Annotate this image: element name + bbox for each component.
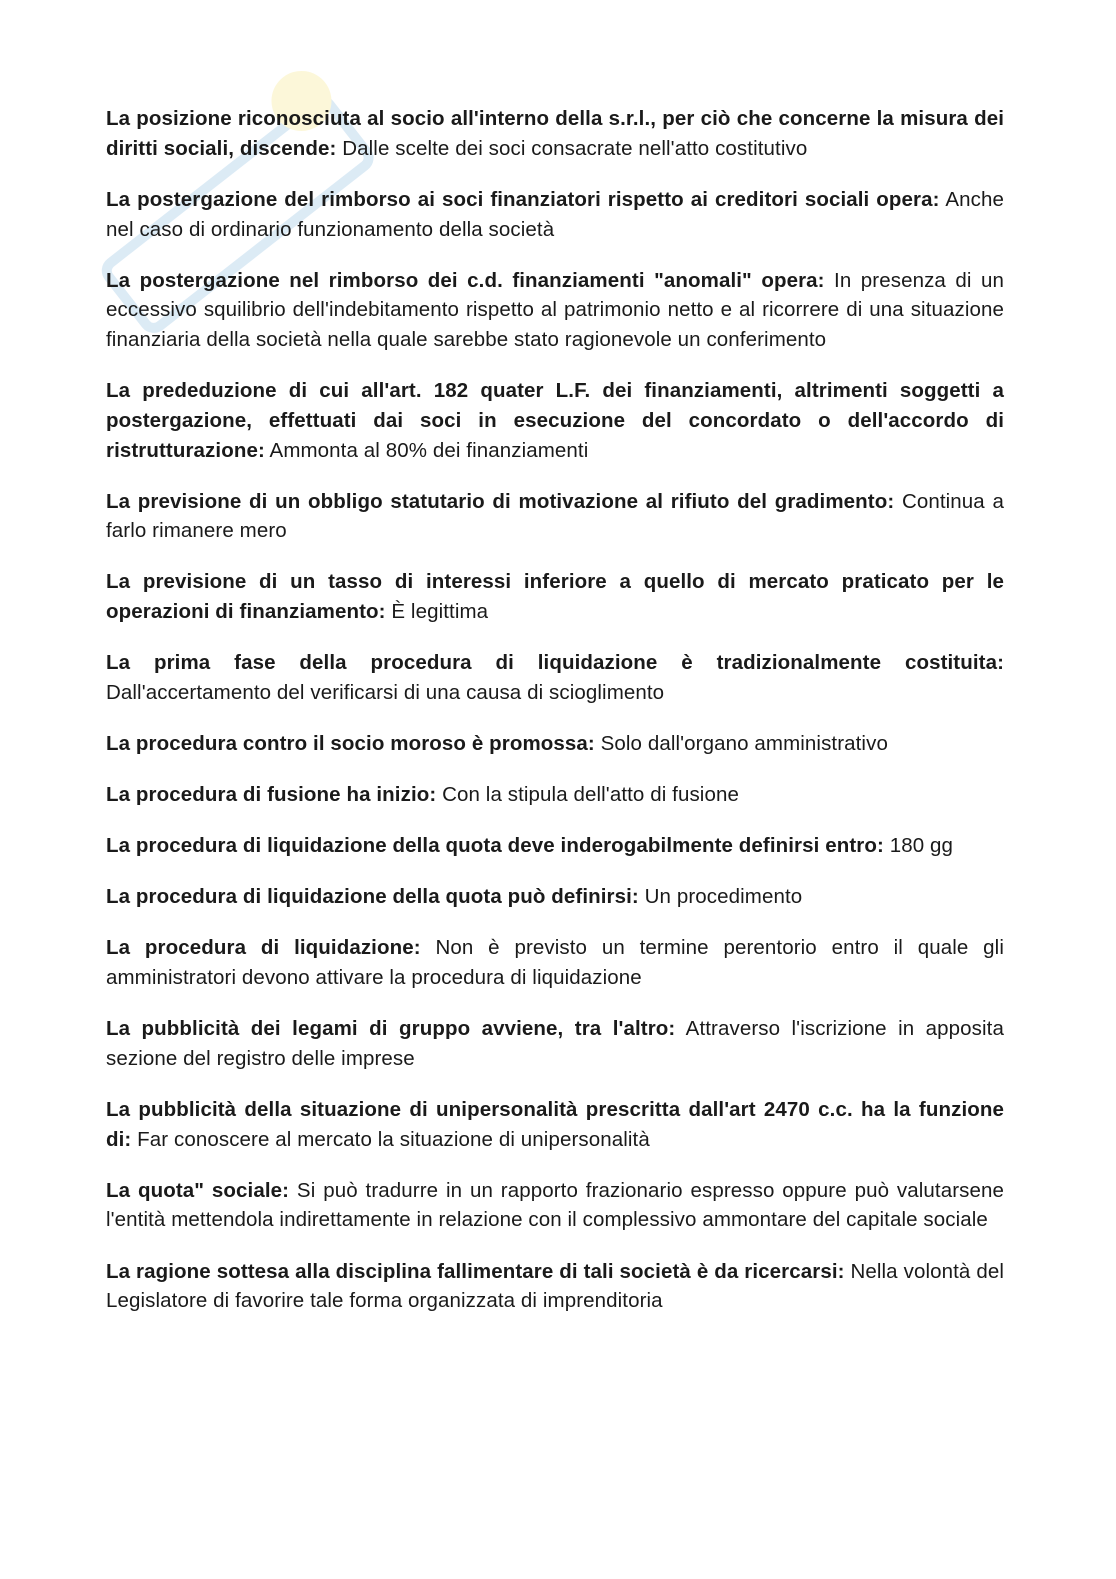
answer: Dalle scelte dei soci consacrate nell'atto costitutivo: [342, 136, 808, 160]
answer: Un procedimento: [644, 885, 803, 909]
question: La previsione di un tasso di interessi inferiore a quello di mercato praticato per le operazioni di finanziamento:: [106, 570, 1004, 624]
answer: Ammonta al 80% dei finanziamenti: [269, 438, 589, 462]
question: La quota" sociale:: [106, 1178, 290, 1202]
qa-item: [106, 185, 1004, 244]
answer: Solo dall'organo amministrativo: [600, 731, 888, 755]
answer: Nella volontà del Legislatore di favorire tale forma organizzata di imprenditoria: [106, 1259, 1004, 1313]
qa-item: [106, 1176, 1004, 1235]
qa-item: [106, 648, 1004, 707]
question: La procedura di liquidazione della quota può definirsi:: [106, 885, 639, 909]
qa-item: [106, 104, 1004, 163]
question: La previsione di un obbligo statutario di motivazione al rifiuto del gradimento:: [106, 489, 895, 513]
qa-item: [106, 780, 1004, 810]
qa-item: [106, 1014, 1004, 1073]
question: La procedura contro il socio moroso è promossa:: [106, 731, 595, 755]
qa-item: [106, 1257, 1004, 1316]
answer: Attraverso l'iscrizione in apposita sezione del registro delle imprese: [106, 1017, 1004, 1070]
answer: 180 gg: [889, 834, 954, 858]
qa-item: [106, 831, 1004, 861]
question: La procedura di liquidazione della quota deve inderogabilmente definirsi entro:: [106, 834, 884, 858]
question: La prededuzione di cui all'art. 182 quater L.F. dei finanziamenti, altrimenti soggetti a postergazione, effettuati dai soci in esecuzione del concordato o dell'accordo di ristrutturazione:: [106, 379, 1004, 462]
qa-item: [106, 1095, 1004, 1154]
qa-item: [106, 933, 1004, 992]
question: La procedura di liquidazione:: [106, 936, 421, 960]
answer: Si può tradurre in un rapporto frazionario espresso oppure può valutarsene l'entità mettendola indirettamente in relazione con il complessivo ammontare del capitale sociale: [106, 1178, 1004, 1232]
answer: È legittima: [391, 600, 489, 624]
question: La pubblicità dei legami di gruppo avviene, tra l'altro:: [106, 1017, 676, 1041]
question: La ragione sottesa alla disciplina fallimentare di tali società è da ricercarsi:: [106, 1259, 845, 1283]
question: La postergazione del rimborso ai soci finanziatori rispetto ai creditori sociali opera:: [106, 187, 940, 211]
question: La pubblicità della situazione di unipersonalità prescritta dall'art 2470 c.c. ha la funzione di:: [106, 1097, 1004, 1151]
question: La prima fase della procedura di liquidazione è tradizionalmente costituita:: [106, 651, 1004, 675]
qa-item: [106, 729, 1004, 759]
answer: In presenza di un eccessivo squilibrio dell'indebitamento rispetto al patrimonio netto e al ricorrere di una situazione finanziaria della società nella quale sarebbe stato ragionevole un conferimento: [106, 268, 1005, 351]
qa-item: [106, 487, 1004, 546]
question: La procedura di fusione ha inizio:: [106, 783, 437, 807]
answer: Dall'accertamento del verificarsi di una causa di scioglimento: [106, 680, 665, 704]
answer: Anche nel caso di ordinario funzionamento della società: [106, 187, 1004, 241]
qa-item: [106, 567, 1004, 626]
qa-item: [106, 882, 1004, 912]
answer: Far conoscere al mercato la situazione di unipersonalità: [137, 1127, 650, 1151]
answer: Non è previsto un termine perentorio entro il quale gli amministratori devono attivare la procedura di liquidazione: [106, 936, 1004, 990]
answer: Con la stipula dell'atto di fusione: [442, 783, 739, 807]
document-body: [106, 104, 1004, 1337]
qa-item: [106, 266, 1004, 355]
qa-item: [106, 376, 1004, 465]
question: La postergazione nel rimborso dei c.d. finanziamenti "anomali" opera:: [106, 268, 825, 292]
answer: Continua a farlo rimanere mero: [106, 489, 1004, 543]
question: La posizione riconosciuta al socio all'interno della s.r.l., per ciò che concerne la misura dei diritti sociali, discende:: [106, 107, 1004, 160]
